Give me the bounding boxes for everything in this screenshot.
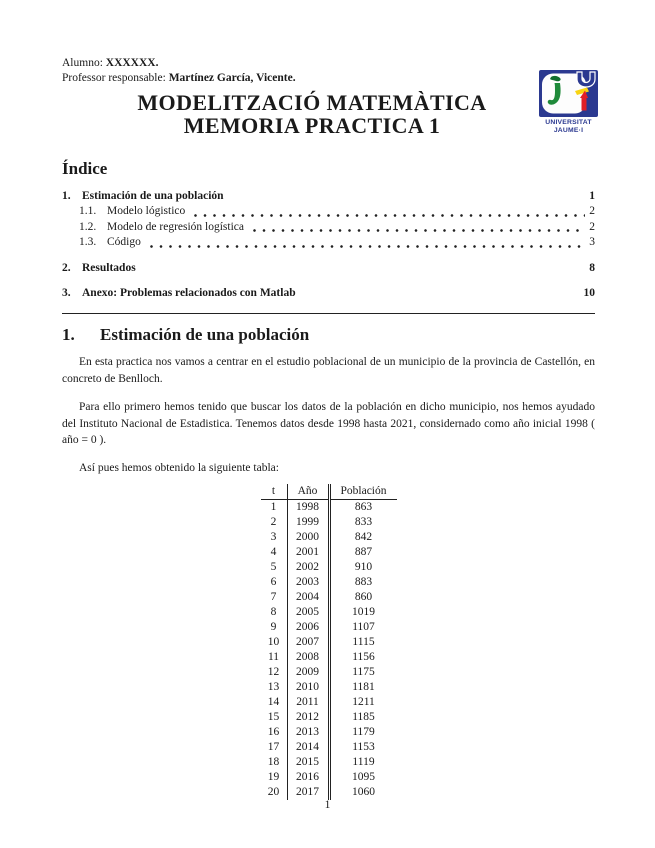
table-cell: 2015	[287, 755, 329, 770]
toc-entry-number: 1.	[62, 190, 71, 202]
toc-entry[interactable]	[62, 261, 595, 276]
table-row	[261, 650, 397, 665]
table-cell: 13	[261, 680, 288, 695]
table-cell: 19	[261, 770, 288, 785]
table-cell: 8	[261, 605, 288, 620]
table-header-cell: t	[261, 484, 288, 500]
table-cell: 5	[261, 560, 288, 575]
university-logo	[539, 70, 598, 134]
table-cell: 2006	[287, 620, 329, 635]
table-cell: 860	[354, 590, 373, 603]
toc-leader-dots	[305, 295, 580, 298]
table-cell: 2	[261, 515, 288, 530]
table-cell: 1175	[352, 665, 375, 678]
table-cell: 14	[261, 695, 288, 710]
student-value: XXXXXX.	[105, 57, 159, 69]
table-cell: 20	[261, 785, 288, 800]
table-cell: 2014	[287, 740, 329, 755]
table-row	[261, 560, 397, 575]
toc-entry[interactable]	[62, 189, 595, 204]
toc-entry-page: 10	[583, 287, 595, 300]
table-row	[261, 680, 397, 695]
logo-text-universitat: UNIVERSITAT	[545, 119, 592, 126]
logo-text-jaume: JAUME·I	[553, 126, 584, 134]
table-cell: 4	[261, 545, 288, 560]
toc-heading: Índice	[62, 159, 108, 178]
section-title: Estimación de una población	[100, 325, 310, 345]
table-cell: 2004	[287, 590, 329, 605]
table-cell: 1119	[352, 755, 375, 768]
table-row	[261, 770, 397, 785]
table-cell: 3	[261, 530, 288, 545]
toc-leader-dots	[233, 198, 586, 201]
toc-entry-label: Código	[107, 236, 141, 249]
table-cell: 2003	[287, 575, 329, 590]
toc-list	[62, 189, 595, 301]
table-header-cell: Año	[287, 484, 329, 500]
table-row	[261, 620, 397, 635]
section-divider	[62, 313, 595, 314]
table-cell: 2017	[287, 785, 329, 800]
toc-entry-label: Anexo: Problemas relacionados con Matlab	[82, 287, 296, 300]
table-cell: 1	[261, 499, 288, 515]
toc-entry[interactable]	[62, 286, 595, 301]
table-cell: 2002	[287, 560, 329, 575]
document-title	[62, 91, 562, 137]
toc-entry-page: 3	[589, 236, 595, 249]
student-label: Alumno:	[62, 57, 103, 69]
table-cell: 17	[261, 740, 288, 755]
table-cell: 910	[354, 560, 373, 573]
table-cell: 2008	[287, 650, 329, 665]
table-row	[261, 785, 397, 800]
toc-leader-dots	[253, 229, 585, 232]
table-cell: 11	[261, 650, 288, 665]
table-header-cell: Población	[329, 484, 397, 500]
table-cell: 863	[354, 500, 373, 513]
student-line	[62, 56, 595, 71]
table-cell: 2007	[287, 635, 329, 650]
table-cell: 12	[261, 665, 288, 680]
table-cell: 10	[261, 635, 288, 650]
population-table-head-row	[261, 484, 397, 500]
toc-entry-page: 8	[589, 261, 595, 274]
toc-entry[interactable]	[62, 220, 595, 235]
table-cell: 887	[354, 545, 373, 558]
table-row	[261, 665, 397, 680]
table-row	[261, 740, 397, 755]
table-row	[261, 710, 397, 725]
table-cell: 1019	[352, 605, 375, 618]
table-cell: 1060	[352, 785, 375, 798]
toc-entry-page: 1	[589, 190, 595, 202]
table-row	[261, 530, 397, 545]
toc-entry-label: Modelo de regresión logística	[107, 220, 245, 233]
table-cell: 2016	[287, 770, 329, 785]
toc-entry-number: 3.	[62, 287, 71, 300]
toc-entry-page: 2	[589, 205, 595, 218]
toc-entry-number: 1.1.	[79, 205, 97, 218]
table-row	[261, 575, 397, 590]
table-cell: 9	[261, 620, 288, 635]
table-cell: 2011	[287, 695, 329, 710]
professor-value: Martínez García, Vicente.	[168, 71, 296, 84]
table-row	[261, 725, 397, 740]
population-table-body	[261, 499, 397, 800]
table-cell: 7	[261, 590, 288, 605]
table-cell: 15	[261, 710, 288, 725]
table-cell: 833	[354, 515, 373, 528]
table-cell: 1115	[352, 635, 375, 648]
population-table	[261, 484, 397, 800]
toc-entry-label: Modelo lógistico	[107, 205, 186, 218]
professor-label: Professor responsable:	[62, 71, 166, 84]
toc-entry-page: 2	[589, 220, 595, 233]
table-cell: 1156	[352, 650, 375, 663]
table-cell: 1179	[352, 725, 375, 738]
table-cell: 2001	[287, 545, 329, 560]
toc-entry-number: 2.	[62, 261, 71, 274]
table-row	[261, 755, 397, 770]
table-cell: 1107	[352, 620, 375, 633]
toc-entry[interactable]	[62, 235, 595, 250]
toc-entry-label: Estimación de una población	[82, 190, 224, 202]
table-cell: 1181	[352, 680, 375, 693]
document-title-line-1: MODELITZACIÓ MATEMÀTICA	[137, 90, 487, 115]
table-cell: 2013	[287, 725, 329, 740]
table-row	[261, 635, 397, 650]
table-row	[261, 590, 397, 605]
section-number: 1.	[62, 325, 75, 345]
table-cell: 1211	[352, 695, 375, 708]
table-cell: 1153	[352, 740, 375, 753]
toc-leader-dots	[194, 214, 585, 217]
table-cell: 2009	[287, 665, 329, 680]
table-cell: 1998	[287, 499, 329, 515]
table-cell: 2005	[287, 605, 329, 620]
toc-entry[interactable]	[62, 204, 595, 219]
table-cell: 18	[261, 755, 288, 770]
paragraph: Para ello primero hemos tenido que buscar los datos de la población en dicho municipio, nos hemos ayudado del Instituto Nacional de Estadistica. Tenemos datos desde 1998 hasta 2021, considernado como año inicial 1998 ( año = 0 ).	[62, 401, 595, 447]
table-cell: 1999	[287, 515, 329, 530]
page-number: 1	[324, 799, 331, 811]
table-row	[261, 605, 397, 620]
professor-line	[62, 71, 595, 86]
toc-entry-label: Resultados	[82, 261, 136, 274]
table-cell: 2000	[287, 530, 329, 545]
table-row	[261, 695, 397, 710]
table-row	[261, 515, 397, 530]
toc-leader-dots	[145, 270, 586, 273]
table-cell: 1185	[352, 710, 375, 723]
section-heading	[62, 326, 595, 343]
toc-entry-number: 1.3.	[79, 236, 97, 249]
table-row	[261, 545, 397, 560]
document-title-line-2: MEMORIA PRACTICA 1	[183, 113, 441, 138]
table-cell: 2010	[287, 680, 329, 695]
toc-leader-dots	[150, 245, 585, 248]
table-cell: 16	[261, 725, 288, 740]
table-cell: 842	[354, 530, 373, 543]
table-row	[261, 499, 397, 515]
uji-logo-icon	[539, 70, 598, 117]
table-cell: 6	[261, 575, 288, 590]
table-cell: 1095	[352, 770, 375, 783]
paragraph: Así pues hemos obtenido la siguiente tabla:	[79, 462, 279, 475]
paragraph: En esta practica nos vamos a centrar en el estudio poblacional de un municipio de la provincia de Castellón, en concreto de Benlloch.	[62, 356, 595, 385]
table-cell: 2012	[287, 710, 329, 725]
toc-entry-number: 1.2.	[79, 220, 97, 233]
table-cell: 883	[354, 575, 373, 588]
